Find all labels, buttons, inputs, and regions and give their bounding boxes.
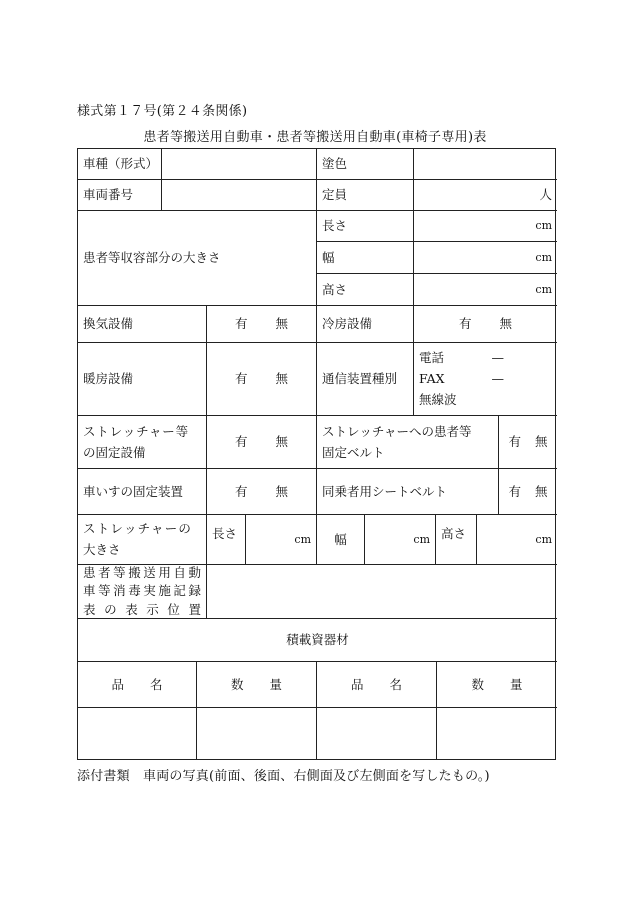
disinfection-line3: 表の表示位置 (83, 601, 201, 617)
item-name-text: 品名 (350, 676, 428, 692)
stretcher-fix-choice[interactable] (207, 416, 317, 469)
unit-cm: cm (535, 250, 552, 264)
item-name-text: 品名 (111, 676, 189, 692)
capacity-field[interactable] (414, 180, 557, 211)
comm-type-label: 通信装置種別 (317, 343, 414, 416)
disinfection-record-label (78, 565, 207, 619)
ventilation-label: 換気設備 (78, 306, 207, 343)
stretcher-size-line1: ストレッチャーの (83, 521, 193, 537)
stretcher-belt-label (317, 416, 499, 469)
compartment-width-field[interactable] (414, 242, 557, 274)
mark-no[interactable]: 無 (275, 371, 289, 387)
capacity-unit: 人 (539, 187, 552, 203)
item-name-header (317, 662, 437, 708)
stretcher-size-line2: 大きさ (83, 542, 121, 557)
mark-yes[interactable]: 有 (234, 316, 248, 332)
mark-yes[interactable]: 有 (234, 371, 248, 387)
item-name-header (78, 662, 197, 708)
disinfection-line1: 患者等搬送用自動 (83, 565, 201, 581)
phone-option[interactable]: 電話 (419, 350, 445, 366)
mark-yes[interactable]: 有 (508, 434, 521, 450)
wheelchair-fix-label: 車いすの固定装置 (78, 469, 207, 515)
compartment-length-label: 長さ (317, 211, 414, 242)
mark-yes[interactable]: 有 (458, 316, 472, 332)
unit-cm: cm (413, 532, 430, 546)
disinfection-line2: 車等消毒実施記録 (83, 583, 201, 599)
vehicle-number-label: 車両番号 (78, 180, 162, 211)
unit-cm: cm (294, 532, 311, 546)
heating-choice[interactable] (207, 343, 317, 416)
mark-yes[interactable]: 有 (508, 483, 521, 499)
comm-type-options[interactable] (414, 343, 557, 416)
mark-no[interactable]: 無 (499, 316, 513, 332)
paint-color-label: 塗色 (317, 149, 414, 180)
mark-no[interactable]: 無 (275, 434, 289, 450)
quantity-entry[interactable] (437, 708, 557, 759)
heating-label: 暖房設備 (78, 343, 207, 416)
stretcher-belt-choice[interactable] (499, 416, 557, 469)
dash-mark: — (491, 371, 504, 387)
disinfection-record-field[interactable] (207, 565, 557, 619)
stretcher-size-label (78, 515, 207, 565)
attachment-note: 添付書類 車両の写真(前面、後面、右側面及び左側面を写したもの。) (77, 769, 490, 784)
stretcher-height-field[interactable] (477, 515, 557, 565)
mark-yes[interactable]: 有 (234, 483, 248, 499)
vehicle-number-field[interactable] (162, 180, 317, 211)
form-number-label: 様式第１７号(第２４条関係) (77, 104, 248, 119)
compartment-length-field[interactable] (414, 211, 557, 242)
vehicle-type-label: 車種（形式） (78, 149, 162, 180)
stretcher-length-field[interactable] (246, 515, 317, 565)
vehicle-type-field[interactable] (162, 149, 317, 180)
stretcher-fix-line2: の固定設備 (83, 444, 146, 460)
quantity-text: 数量 (471, 676, 549, 692)
quantity-header (437, 662, 557, 708)
mark-no[interactable]: 無 (275, 483, 289, 499)
quantity-text: 数量 (230, 676, 308, 692)
passenger-belt-choice[interactable] (499, 469, 557, 515)
radio-option[interactable]: 無線波 (419, 392, 457, 408)
stretcher-belt-line1: ストレッチャーへの患者等 (322, 423, 472, 439)
wheelchair-fix-choice[interactable] (207, 469, 317, 515)
item-name-entry[interactable] (78, 708, 197, 759)
unit-cm: cm (535, 219, 552, 233)
ventilation-choice[interactable] (207, 306, 317, 343)
mark-no[interactable]: 無 (535, 483, 548, 499)
stretcher-fix-label (78, 416, 207, 469)
stretcher-height-label: 高さ (436, 515, 477, 565)
stretcher-width-field[interactable] (365, 515, 436, 565)
paint-color-field[interactable] (414, 149, 557, 180)
quantity-header (197, 662, 317, 708)
stretcher-width-label: 幅 (317, 515, 365, 565)
mark-yes[interactable]: 有 (234, 434, 248, 450)
cooling-label: 冷房設備 (317, 306, 414, 343)
compartment-size-label: 患者等収容部分の大きさ (78, 211, 317, 306)
stretcher-length-label: 長さ (207, 515, 246, 565)
dash-mark: — (491, 350, 504, 366)
compartment-width-label: 幅 (317, 242, 414, 274)
unit-cm: cm (535, 282, 552, 296)
fax-option[interactable]: FAX (419, 371, 445, 387)
passenger-belt-label: 同乗者用シートベルト (317, 469, 499, 515)
mark-no[interactable]: 無 (535, 434, 548, 450)
form-title: 患者等搬送用自動車・患者等搬送用自動車(車椅子専用)表 (143, 130, 487, 145)
item-name-entry[interactable] (317, 708, 437, 759)
cooling-choice[interactable] (414, 306, 557, 343)
stretcher-fix-line1: ストレッチャー等 (83, 423, 189, 439)
compartment-height-field[interactable] (414, 274, 557, 306)
mark-no[interactable]: 無 (275, 316, 289, 332)
compartment-height-label: 高さ (317, 274, 414, 306)
quantity-entry[interactable] (197, 708, 317, 759)
unit-cm: cm (535, 532, 552, 546)
equipment-header: 積載資器材 (78, 619, 557, 662)
stretcher-belt-line2: 固定ベルト (322, 444, 385, 460)
vehicle-form-table (77, 148, 556, 760)
capacity-label: 定員 (317, 180, 414, 211)
